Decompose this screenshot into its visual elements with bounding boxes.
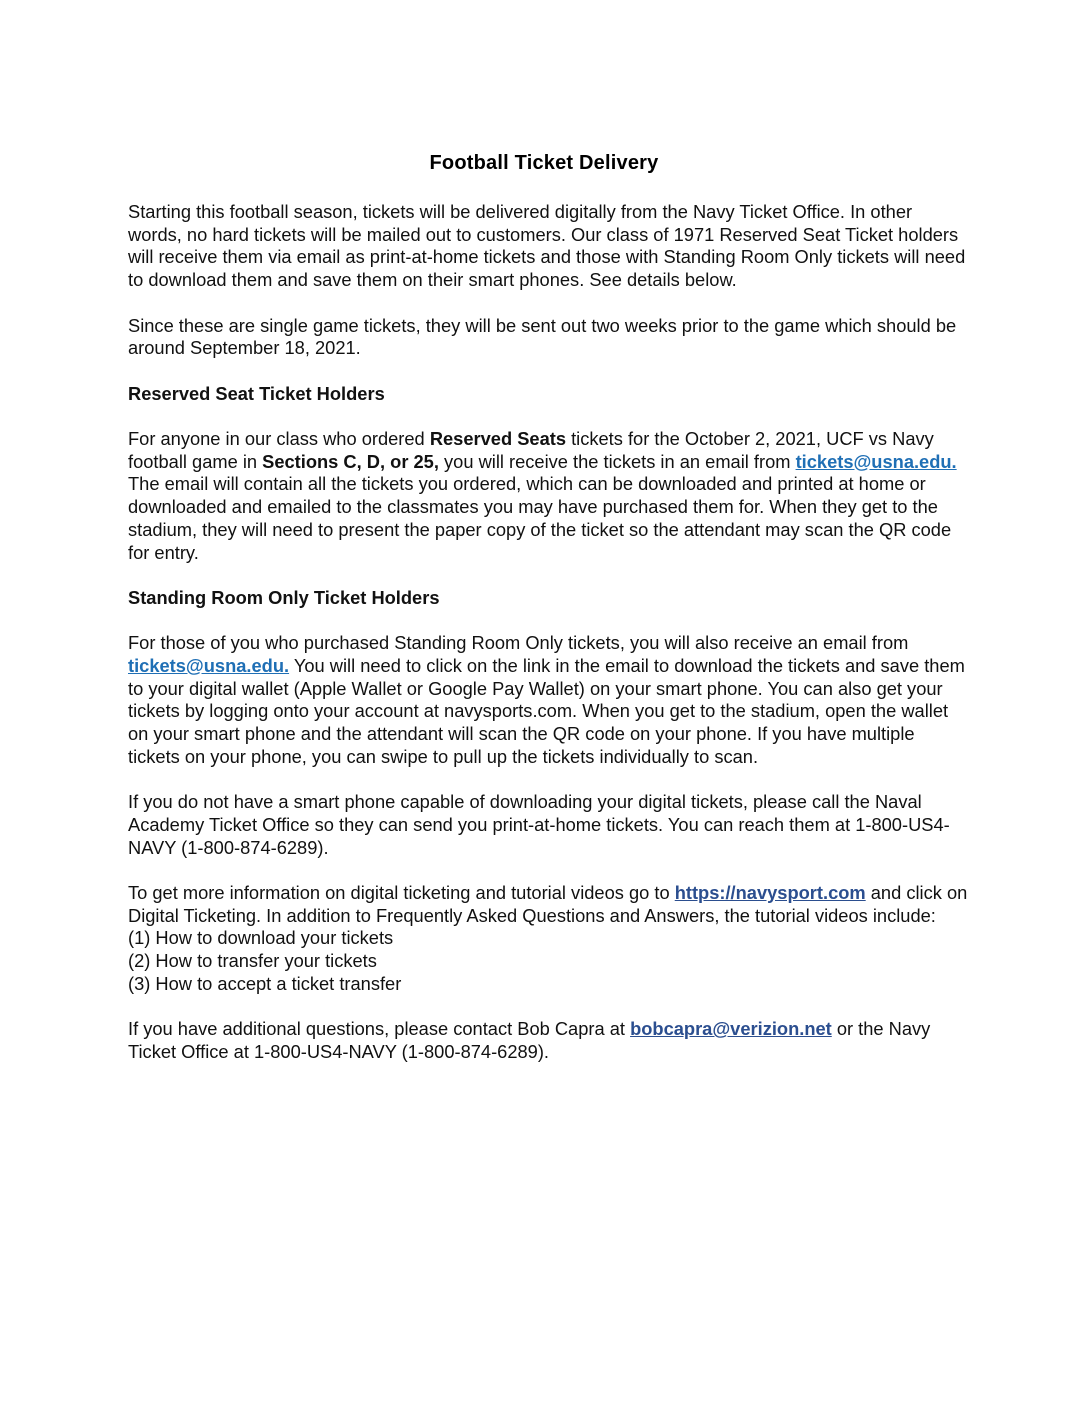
no-phone-paragraph: If you do not have a smart phone capable of downloading your digital tickets, please call the Naval Academy Ticket Office so they can send you print-at-home tickets. You can reach them at 1-800-US4-NAVY (1-800-874-6289). <box>128 791 950 858</box>
navysport-link[interactable]: https://navysport.com <box>674 881 866 903</box>
text: you will receive the tickets in an email from <box>438 450 796 472</box>
text: tickets for the October 2, 2021, UCF vs Navy football game in <box>128 427 934 472</box>
text: If you have additional questions, please contact Bob Capra at <box>128 1018 631 1040</box>
contact-paragraph <box>128 1018 968 1063</box>
text: The email will contain all the tickets you ordered, which can be downloaded and printed at home or downloaded and emailed to the classmates you may have purchased them for. When they get to the stadium, they will need to present the paper copy of the ticket so the attendant may scan the QR code for entry. <box>128 473 952 563</box>
document-title: Football Ticket Delivery <box>429 152 659 174</box>
document-body <box>128 201 968 1086</box>
tickets-email-link[interactable]: tickets@usna.edu. <box>128 654 290 676</box>
bold-text: Reserved Seats <box>429 427 566 449</box>
text: To get more information on digital ticketing and tutorial videos go to <box>128 881 675 903</box>
more-info-paragraph <box>128 882 968 927</box>
tutorial-list <box>128 927 968 995</box>
list-item: (2) How to transfer your tickets <box>128 950 377 972</box>
reserved-heading: Reserved Seat Ticket Holders <box>128 382 385 404</box>
tickets-email-link[interactable]: tickets@usna.edu. <box>795 450 957 472</box>
standing-paragraph <box>128 632 968 768</box>
timing-paragraph: Since these are single game tickets, they will be sent out two weeks prior to the game which should be around September 18, 2021. <box>128 314 957 359</box>
list-item: (1) How to download your tickets <box>128 927 394 949</box>
contact-email-link[interactable]: bobcapra@verizion.net <box>630 1018 832 1040</box>
text: and click on Digital Ticketing. In addition to Frequently Asked Questions and Answers, the tutorial videos include: <box>128 881 968 926</box>
list-item: (3) How to accept a ticket transfer <box>128 972 402 994</box>
reserved-paragraph <box>128 428 968 564</box>
standing-heading: Standing Room Only Ticket Holders <box>128 586 440 608</box>
text: For those of you who purchased Standing Room Only tickets, you will also receive an email from <box>128 632 919 654</box>
text: or the Navy Ticket Office at 1-800-US4-NAVY (1-800-874-6289). <box>128 1018 931 1062</box>
text: You will need to click on the link in the email to download the tickets and save them to your digital wallet (Apple Wallet or Google Pay Wallet) on your smart phone. You can also get your tickets by logging onto your account at navysports.com. When you get to the stadium, open the wallet on your smart phone and the attendant will scan the QR code on your phone. If you have multiple tickets on your phone, you can swipe to pull up the tickets individually to scan. <box>128 654 965 767</box>
bold-text: Sections C, D, or 25, <box>262 450 439 472</box>
text: For anyone in our class who ordered <box>128 427 430 449</box>
intro-paragraph: Starting this football season, tickets will be delivered digitally from the Navy Ticket Office. In other words, no hard tickets will be mailed out to customers. Our class of 1971 Reserved Seat Ticket holders will receive them via email as print-at-home tickets and those with Standing Room Only tickets will need to download them and save them on their smart phones. See details below. <box>128 201 966 291</box>
